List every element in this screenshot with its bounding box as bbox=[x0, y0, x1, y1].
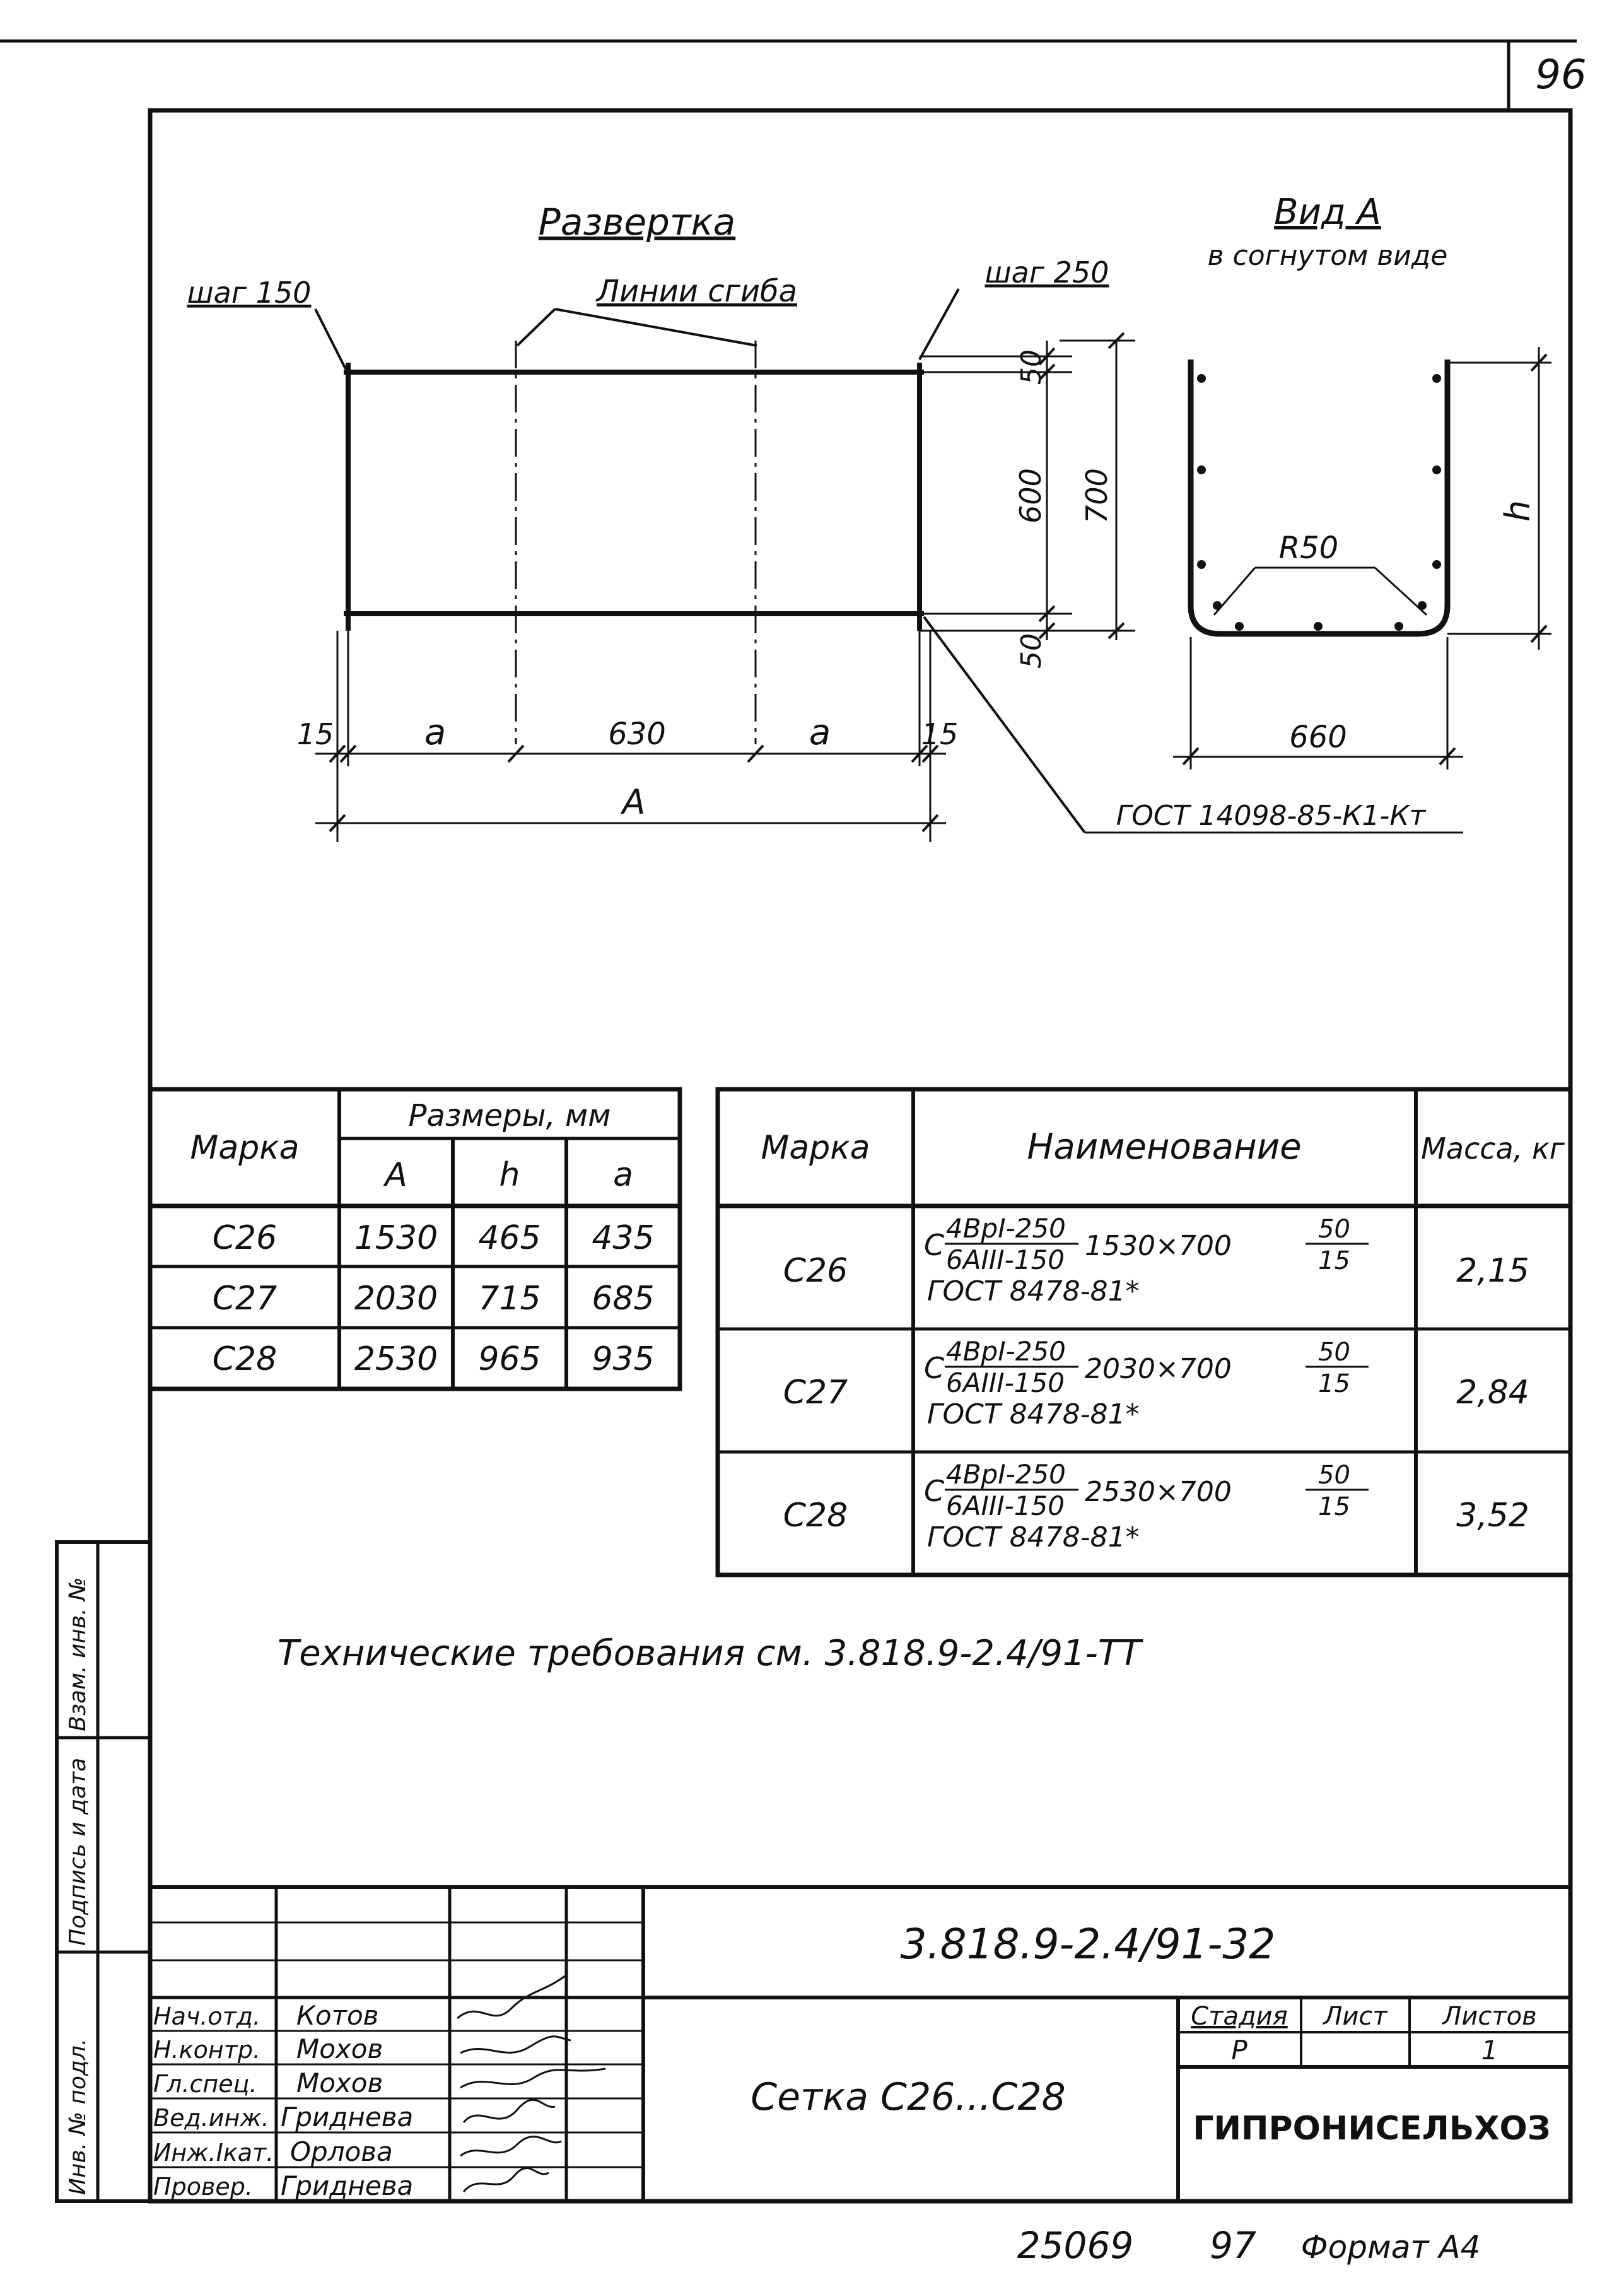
tb-role: Вед.инж. bbox=[153, 2104, 269, 2132]
footer-format: Формат А4 bbox=[1300, 2229, 1481, 2266]
spec-row-fden: 15 bbox=[1318, 1369, 1350, 1398]
stadiya-label: Стадия bbox=[1191, 2002, 1288, 2031]
tb-name: Мохов bbox=[296, 2033, 383, 2064]
spec-row-fden: 15 bbox=[1318, 1492, 1350, 1521]
sizes-row-h: 465 bbox=[478, 1219, 541, 1257]
sizes-row-a: 685 bbox=[592, 1280, 655, 1318]
signature-image bbox=[464, 2168, 549, 2192]
spec-row-den: 6АIII-150 bbox=[946, 1490, 1065, 1521]
spec-row-gost: ГОСТ 8478-81* bbox=[927, 1275, 1140, 1307]
sizes-col-h: h bbox=[499, 1156, 520, 1194]
side-stamp-podpis: Подпись и дата bbox=[65, 1757, 91, 1946]
tb-role: Н.контр. bbox=[153, 2036, 261, 2064]
side-stamp-inv-podl: Инв. № подл. bbox=[65, 2038, 91, 2195]
sizes-row-a: 935 bbox=[592, 1340, 655, 1378]
tb-name: Гриднева bbox=[281, 2170, 414, 2201]
sizes-row-mark: С28 bbox=[212, 1340, 277, 1378]
spec-col-name: Наименование bbox=[1027, 1126, 1302, 1167]
side-stamp bbox=[57, 1542, 150, 2201]
dim-50-top: 50 bbox=[1015, 349, 1048, 385]
spec-row-den: 6АIII-150 bbox=[946, 1244, 1065, 1275]
title-block bbox=[150, 1887, 1570, 2201]
footer-number: 25069 bbox=[1017, 2224, 1134, 2267]
dim-660: 660 bbox=[1289, 720, 1347, 755]
sizes-col-mark: Марка bbox=[190, 1129, 300, 1167]
organization: ГИПРОНИСЕЛЬХОЗ bbox=[1193, 2110, 1551, 2148]
tb-name: Гриднева bbox=[281, 2102, 414, 2132]
bend-lines-label: Линии сгиба bbox=[596, 274, 798, 309]
spec-row-mass: 2,84 bbox=[1456, 1374, 1529, 1412]
sizes-row-h: 715 bbox=[478, 1280, 541, 1318]
doc-name: Сетка С26...С28 bbox=[751, 2075, 1066, 2119]
spec-row-num: 4ВрI-250 bbox=[946, 1459, 1066, 1490]
sizes-row-h: 965 bbox=[478, 1340, 541, 1378]
spec-row-gost: ГОСТ 8478-81* bbox=[927, 1521, 1140, 1553]
signature-image bbox=[460, 2069, 605, 2088]
sizes-row-A: 2530 bbox=[354, 1340, 438, 1378]
dim-a-left: a bbox=[424, 712, 447, 753]
spec-row-mark: С28 bbox=[783, 1497, 848, 1535]
tb-name: Орлова bbox=[290, 2136, 393, 2167]
footer-page: 97 bbox=[1210, 2224, 1256, 2267]
sizes-row-A: 1530 bbox=[354, 1219, 438, 1257]
spec-row-mark: С27 bbox=[783, 1374, 848, 1412]
signature-image bbox=[460, 2037, 571, 2053]
gost-weld-label: ГОСТ 14098-85-К1-Кт bbox=[1116, 800, 1426, 832]
r50-label: R50 bbox=[1278, 530, 1339, 566]
spec-row-mass: 3,52 bbox=[1456, 1497, 1529, 1535]
vid-a-drawing bbox=[1173, 192, 1551, 769]
signature-image bbox=[460, 2137, 561, 2156]
side-stamp-vzam: Взам. инв. № bbox=[65, 1577, 91, 1731]
spec-row-prefix: С bbox=[924, 1351, 945, 1385]
spec-row-fnum: 50 bbox=[1318, 1461, 1350, 1490]
sizes-row-mark: С27 bbox=[212, 1280, 277, 1318]
dim-700: 700 bbox=[1080, 468, 1114, 523]
spec-row-size: 1530×700 bbox=[1085, 1230, 1232, 1262]
tb-name: Мохов bbox=[296, 2068, 383, 2098]
spec-row-mark: С26 bbox=[783, 1252, 848, 1290]
dim-h: h bbox=[1498, 500, 1538, 522]
page-number: 96 bbox=[1535, 52, 1587, 98]
spec-row-fnum: 50 bbox=[1318, 1338, 1350, 1367]
sizes-col-sizes: Размеры, мм bbox=[408, 1098, 611, 1133]
spec-row-num: 4ВрI-250 bbox=[946, 1213, 1066, 1244]
vid-a-subtitle: в согнутом виде bbox=[1207, 240, 1448, 272]
sizes-row-a: 435 bbox=[592, 1219, 655, 1257]
razvertka-title: Развертка bbox=[538, 201, 736, 243]
tech-requirements: Технические требования см. 3.818.9-2.4/91-ТТ bbox=[277, 1633, 1142, 1674]
spec-row-fnum: 50 bbox=[1318, 1215, 1350, 1244]
spec-row-mass: 2,15 bbox=[1456, 1252, 1529, 1290]
listov-value: 1 bbox=[1481, 2035, 1498, 2066]
tb-role: Провер. bbox=[153, 2173, 253, 2201]
tb-role: Гл.спец. bbox=[153, 2070, 257, 2098]
spec-row-size: 2030×700 bbox=[1085, 1353, 1232, 1385]
list-label: Лист bbox=[1323, 2002, 1387, 2031]
dim-50-bottom: 50 bbox=[1015, 633, 1048, 669]
spec-row-size: 2530×700 bbox=[1085, 1476, 1232, 1508]
sizes-col-a: a bbox=[613, 1156, 633, 1194]
spec-row-den: 6АIII-150 bbox=[946, 1367, 1065, 1398]
dim-630: 630 bbox=[608, 717, 666, 752]
spec-row-prefix: С bbox=[924, 1474, 945, 1508]
razvertka-drawing bbox=[187, 201, 1463, 842]
tb-role: Инж.Iкат. bbox=[153, 2139, 274, 2167]
spec-col-mass: Масса, кг bbox=[1421, 1132, 1565, 1166]
dim-a-right: a bbox=[809, 712, 831, 753]
sizes-row-mark: С26 bbox=[212, 1219, 277, 1257]
dim-15-left: 15 bbox=[296, 717, 334, 751]
doc-code: 3.818.9-2.4/91-32 bbox=[900, 1920, 1276, 1968]
sizes-col-A: А bbox=[385, 1156, 407, 1194]
tb-role: Нач.отд. bbox=[153, 2003, 261, 2030]
dim-A: A bbox=[622, 782, 646, 822]
spec-row-fden: 15 bbox=[1318, 1246, 1350, 1275]
shag-right-label: шаг 250 bbox=[984, 255, 1109, 290]
signature-image bbox=[464, 2100, 555, 2122]
stadiya-value: Р bbox=[1231, 2035, 1247, 2066]
spec-row-gost: ГОСТ 8478-81* bbox=[927, 1398, 1140, 1430]
dim-15-right: 15 bbox=[921, 717, 959, 751]
vid-a-title: Вид А bbox=[1274, 192, 1381, 233]
spec-row-num: 4ВрI-250 bbox=[946, 1336, 1066, 1367]
listov-label: Листов bbox=[1442, 2002, 1537, 2031]
spec-row-prefix: С bbox=[924, 1228, 945, 1262]
sizes-row-A: 2030 bbox=[354, 1280, 438, 1318]
spec-table bbox=[718, 1089, 1570, 1575]
tb-name: Котов bbox=[296, 2000, 379, 2031]
sizes-table bbox=[150, 1089, 680, 1389]
shag-left-label: шаг 150 bbox=[187, 276, 312, 310]
spec-col-mark: Марка bbox=[761, 1129, 870, 1167]
dim-600: 600 bbox=[1014, 468, 1048, 523]
